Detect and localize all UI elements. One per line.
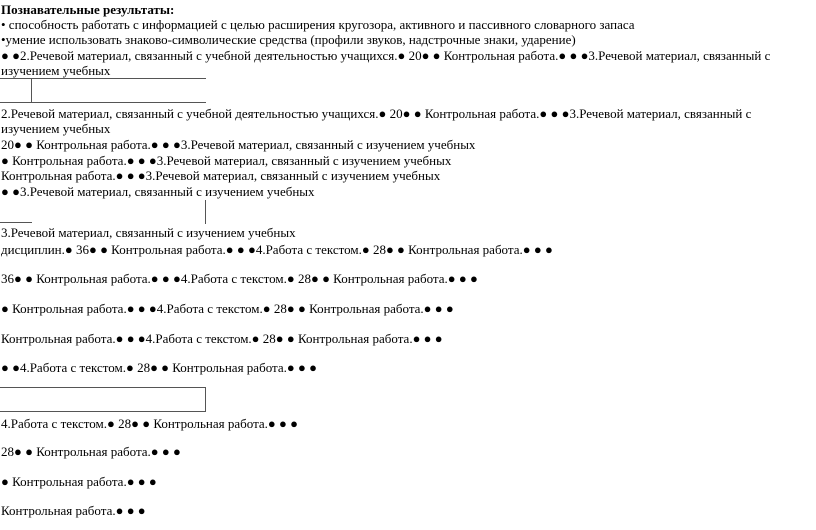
table-rule	[0, 411, 206, 412]
text-line-18: 28● ● Контрольная работа.● ● ●	[1, 444, 181, 459]
text-line-11: 3.Речевой материал, связанный с изучением учебных	[1, 225, 296, 240]
table-rule	[205, 387, 206, 411]
table-rule	[205, 200, 206, 224]
text-line-13: 36● ● Контрольная работа.● ● ●4.Работа с текстом.● 28● ● Контрольная работа.● ● ●	[1, 271, 478, 286]
text-line-17: 4.Работа с текстом.● 28● ● Контрольная работа.● ● ●	[1, 416, 298, 431]
text-line-3: ● ●2.Речевой материал, связанный с учебной деятельностью учащихся.● 20● ● Контрольная работа.● ● ●3.Речевой материал, связанный с	[1, 48, 771, 63]
text-line-5: 2.Речевой материал, связанный с учебной деятельностью учащихся.● 20● ● Контрольная работа.● ● ●3.Речевой материал, связанный с	[1, 106, 752, 121]
text-line-15: Контрольная работа.● ● ●4.Работа с текстом.● 28● ● Контрольная работа.● ● ●	[1, 331, 443, 346]
table-rule	[31, 78, 32, 102]
text-line-10: ● ●3.Речевой материал, связанный с изучением учебных	[1, 184, 315, 199]
text-line-8: ● Контрольная работа.● ● ●3.Речевой материал, связанный с изучением учебных	[1, 153, 452, 168]
heading: Познавательные результаты:	[1, 2, 175, 17]
table-rule	[0, 102, 206, 103]
text-line-20: Контрольная работа.● ● ●	[1, 503, 146, 518]
text-line-2: •умение использовать знаково-символические средства (профили звуков, надстрочные знаки, ударение)	[1, 32, 576, 47]
text-line-1: • способность работать с информацией с целью расширения кругозора, активного и пассивного словарного запаса	[1, 17, 635, 32]
text-line-4: изучением учебных	[1, 63, 111, 78]
text-line-6: изучением учебных	[1, 121, 111, 136]
table-rule	[0, 387, 206, 388]
text-line-14: ● Контрольная работа.● ● ●4.Работа с текстом.● 28● ● Контрольная работа.● ● ●	[1, 301, 454, 316]
text-line-9: Контрольная работа.● ● ●3.Речевой материал, связанный с изучением учебных	[1, 168, 441, 183]
text-line-7: 20● ● Контрольная работа.● ● ●3.Речевой материал, связанный с изучением учебных	[1, 137, 476, 152]
text-line-12: дисциплин.● 36● ● Контрольная работа.● ● ●4.Работа с текстом.● 28● ● Контрольная работа.● ● ●	[1, 242, 553, 257]
text-line-16: ● ●4.Работа с текстом.● 28● ● Контрольная работа.● ● ●	[1, 360, 317, 375]
table-rule	[0, 222, 32, 223]
text-line-19: ● Контрольная работа.● ● ●	[1, 474, 157, 489]
